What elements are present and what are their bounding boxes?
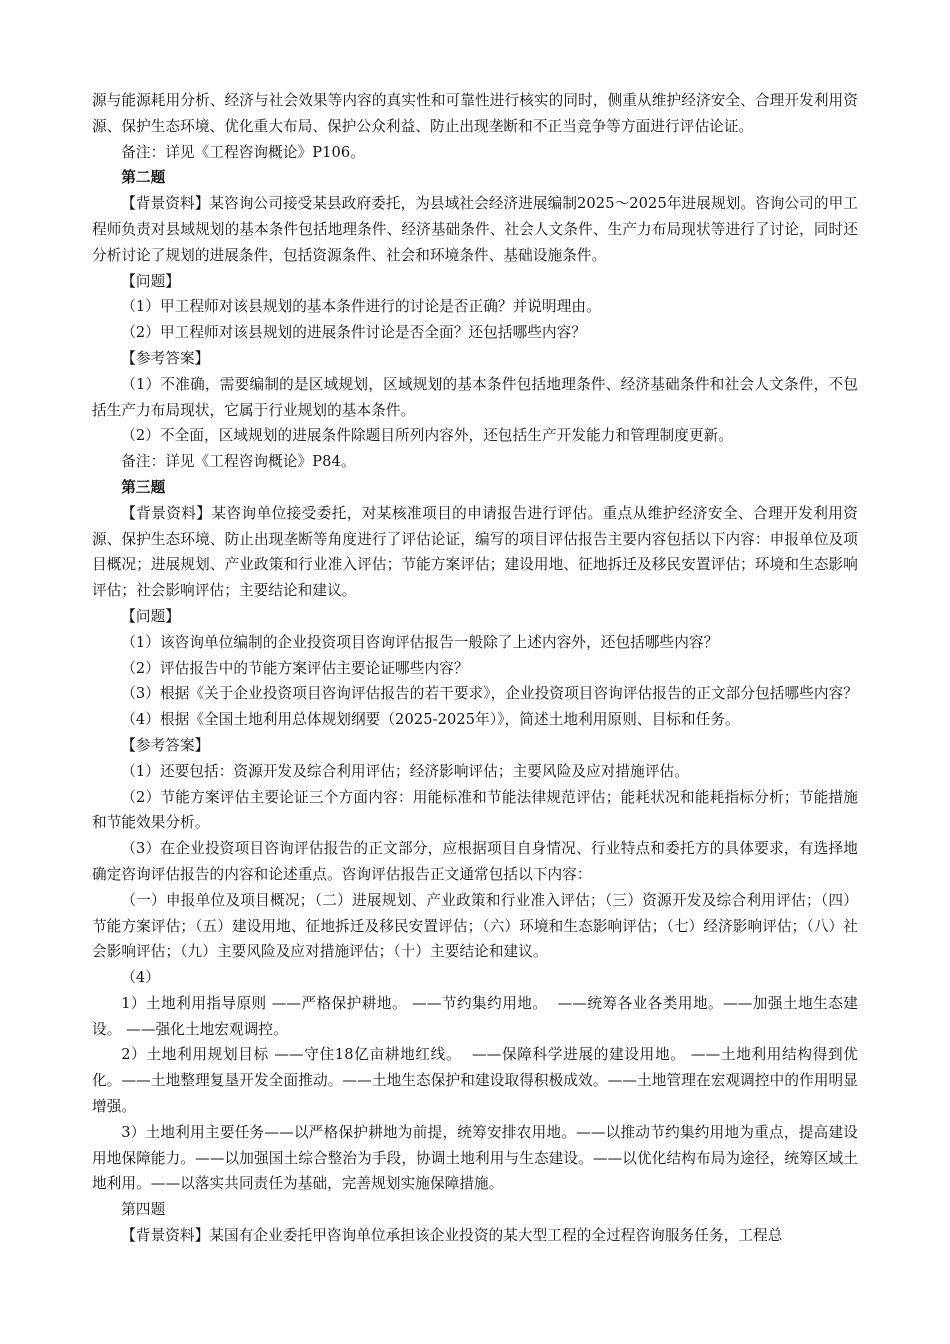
body-paragraph: 【问题】	[121, 607, 180, 625]
body-paragraph: （4）根据《全国土地利用总体规划纲要（2025-2025年）》，简述土地利用原则、目标和任务。	[121, 711, 740, 729]
body-paragraph: （1）还要包括：资源开发及综合利用评估；经济影响评估；主要风险及应对措施评估。	[121, 762, 689, 780]
body-paragraph: （4）	[121, 969, 160, 987]
body-paragraph: 源与能源耗用分析、经济与社会效果等内容的真实性和可靠性进行核实的同时，侧重从维护经济安全、合理开发利用资源、保护生态环境、优化重大布局、保护公众利益、防止出现垄断和不正当竞争等方面进行评估论证。	[92, 92, 858, 135]
body-paragraph: （1）甲工程师对该县规划的基本条件进行的讨论是否正确？并说明理由。	[121, 298, 601, 316]
section-heading: 第四题	[121, 1201, 166, 1219]
body-paragraph: （2）不全面，区域规划的进展条件除题目所列内容外，还包括生产开发能力和管理制度更新。	[121, 427, 734, 445]
body-paragraph: （3）根据《关于企业投资项目咨询评估报告的若干要求》，企业投资项目咨询评估报告的正文部分包括哪些内容？	[121, 685, 858, 703]
body-paragraph: 【背景资料】某国有企业委托甲咨询单位承担该企业投资的某大型工程的全过程咨询服务任务，工程总	[121, 1227, 783, 1245]
body-paragraph: 3）土地利用主要任务——以严格保护耕地为前提，统筹安排农用地。——以推动节约集约用地为重点，提高建设用地保障能力。——以加强国土综合整治为手段，协调土地利用与生态建设。——以优化结构布局为途径，统筹区域土地利用。——以落实共同责任为基础，完善规划实施保障措施。	[92, 1123, 858, 1193]
body-paragraph: 【问题】	[121, 272, 180, 290]
body-paragraph: （1）该咨询单位编制的企业投资项目咨询评估报告一般除了上述内容外，还包括哪些内容？	[121, 633, 719, 651]
body-paragraph: （一）申报单位及项目概况；（二）进展规划、产业政策和行业准入评估；（三）资源开发及综合利用评估；（四）节能方案评估；（五）建设用地、征地拆迁及移民安置评估；（六）环境和生态影响评估；（七）经济影响评估；（八）社会影响评估；（九）主要风险及应对措施评估；（十）主要结论和建议。	[92, 891, 858, 961]
body-paragraph: 【背景资料】某咨询单位接受委托，对某核准项目的申请报告进行评估。重点从维护经济安全、合理开发利用资源、保护生态环境、防止出现垄断等角度进行了评估论证，编写的项目评估报告主要内容包括以下内容：申报单位及项目概况；进展规划、产业政策和行业准入评估；节能方案评估；建设用地、征地拆迁及移民安置评估；环境和生态影响评估；社会影响评估；主要结论和建议。	[92, 504, 858, 600]
body-paragraph: （2）节能方案评估主要论证三个方面内容：用能标准和节能法律规范评估；能耗状况和能耗指标分析；节能措施和节能效果分析。	[92, 788, 858, 832]
body-paragraph: 【参考答案】	[121, 736, 210, 754]
section-heading: 第三题	[121, 478, 166, 496]
body-paragraph: 【参考答案】	[121, 349, 210, 367]
body-paragraph: 备注：详见《工程咨询概论》P106。	[121, 143, 365, 161]
body-paragraph: 备注：详见《工程咨询概论》P84。	[121, 453, 356, 471]
section-heading: 第二题	[121, 169, 166, 187]
body-paragraph: 【背景资料】某咨询公司接受某县政府委托，为县域社会经济进展编制2025～2025年进展规划。咨询公司的甲工程师负责对县域规划的基本条件包括地理条件、经济基础条件、社会人文条件、生产力布局现状等进行了讨论，同时还分析讨论了规划的进展条件，包括资源条件、社会和环境条件、基础设施条件。	[92, 195, 858, 264]
body-paragraph: （2）甲工程师对该县规划的进展条件讨论是否全面？还包括哪些内容？	[121, 324, 587, 342]
body-paragraph: 2）土地利用规划目标 ——守住18亿亩耕地红线。 ——保障科学进展的建设用地。 ——土地利用结构得到优化。——土地整理复垦开发全面推动。——土地生态保护和建设取得积极成效。——土地管理在宏观调控中的作用明显增强。	[92, 1046, 858, 1116]
body-paragraph: 1）土地利用指导原则 ——严格保护耕地。 ——节约集约用地。 ——统筹各业各类用地。——加强土地生态建设。 ——强化土地宏观调控。	[92, 994, 858, 1038]
body-paragraph: （1）不准确，需要编制的是区域规划，区域规划的基本条件包括地理条件、经济基础条件和社会人文条件，不包括生产力布局现状，它属于行业规划的基本条件。	[92, 375, 858, 419]
body-paragraph: （2）评估报告中的节能方案评估主要论证哪些内容？	[121, 659, 469, 677]
body-paragraph: （3）在企业投资项目咨询评估报告的正文部分，应根据项目自身情况、行业特点和委托方的具体要求，有选择地确定咨询评估报告的内容和论述重点。咨询评估报告正文通常包括以下内容：	[92, 840, 858, 883]
